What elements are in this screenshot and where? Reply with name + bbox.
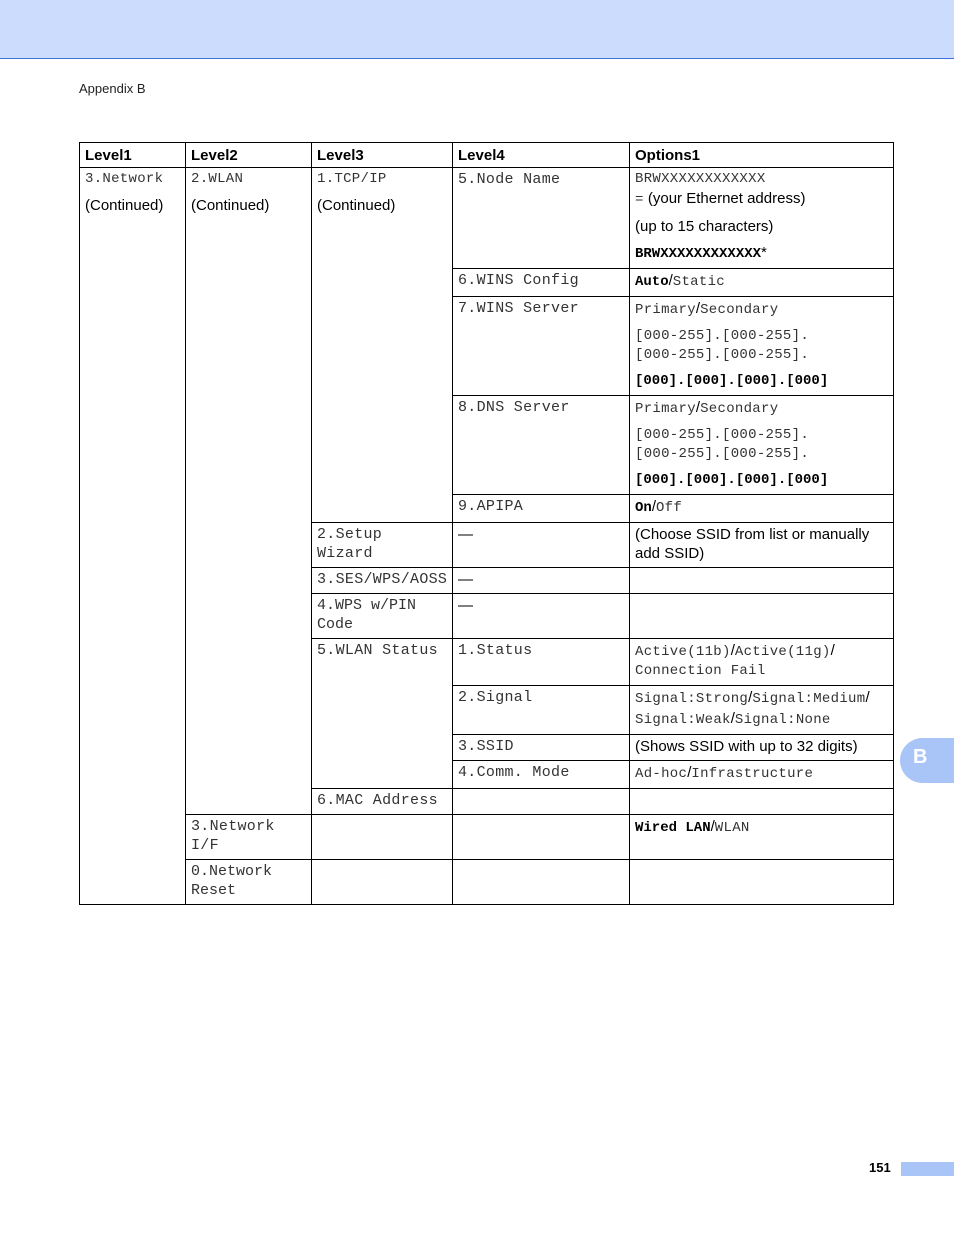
dns-primary: Primary xyxy=(635,401,696,417)
node-name-code: BRWXXXXXXXXXXXX xyxy=(635,171,766,187)
level2-cell xyxy=(186,168,312,815)
wins-secondary: Secondary xyxy=(700,302,779,318)
header-level1: Level1 xyxy=(80,143,186,168)
level4-wps-pin: — xyxy=(453,594,630,639)
level4-dns-server: 8.DNS Server xyxy=(453,396,630,495)
level3-setup-wizard: 2.Setup Wizard xyxy=(312,523,453,568)
header-options1: Options1 xyxy=(630,143,894,168)
options-mac-address xyxy=(630,789,894,815)
dns-default: [000].[000].[000].[000] xyxy=(635,472,829,488)
side-tab-label: B xyxy=(913,746,928,768)
page-number: 151 xyxy=(869,1160,891,1175)
header-level3: Level3 xyxy=(312,143,453,168)
signal-label-2: Signal: xyxy=(752,691,814,707)
level4-wins-config: 6.WINS Config xyxy=(453,269,630,297)
comm-adhoc: Ad-hoc xyxy=(635,766,688,782)
network-if-wired: Wired LAN xyxy=(635,820,711,836)
dns-range-1: [000-255].[000-255]. xyxy=(635,427,810,443)
options-node-name xyxy=(630,168,894,269)
options-wps-pin xyxy=(630,594,894,639)
options-status: Active(11b)/Active(11g)/ Connection Fail xyxy=(630,639,894,686)
level4-mac-address xyxy=(453,789,630,815)
wins-config-static: Static xyxy=(672,274,725,290)
level4-network-reset xyxy=(453,860,630,905)
signal-strong: Strong xyxy=(695,691,749,707)
level3-network-if xyxy=(312,815,453,860)
wins-range-1: [000-255].[000-255]. xyxy=(635,328,810,344)
level3-mac-address: 6.MAC Address xyxy=(312,789,453,815)
options-apipa: On/Off xyxy=(630,495,894,523)
table-row xyxy=(80,168,894,269)
level4-apipa: 9.APIPA xyxy=(453,495,630,523)
level4-network-if xyxy=(453,815,630,860)
status-active-11b: Active(11b) xyxy=(635,644,731,660)
wins-range-2: [000-255].[000-255]. xyxy=(635,347,810,363)
equals-sign: = xyxy=(635,192,644,208)
options-ssid: (Shows SSID with up to 32 digits) xyxy=(630,735,894,761)
level3-network-reset xyxy=(312,860,453,905)
wins-default: [000].[000].[000].[000] xyxy=(635,373,829,389)
node-name-default: BRWXXXXXXXXXXXX xyxy=(635,246,762,262)
options-wins-config: Auto/Static xyxy=(630,269,894,297)
header-level4: Level4 xyxy=(453,143,630,168)
level2-network-reset: 0.Network Reset xyxy=(186,860,312,905)
status-connection-fail: Connection Fail xyxy=(635,663,766,679)
options-comm-mode: Ad-hoc/Infrastructure xyxy=(630,761,894,789)
options-signal: Signal:Strong/Signal:Medium/ Signal:Weak/Signal:None xyxy=(630,686,894,735)
level4-wins-server: 7.WINS Server xyxy=(453,297,630,396)
options-wins-server: Primary/Secondary [000-255].[000-255]. [000-255].[000-255]. [000].[000].[000].[000] xyxy=(630,297,894,396)
level4-setup-wizard: — xyxy=(453,523,630,568)
options-network-reset xyxy=(630,860,894,905)
signal-medium: Medium xyxy=(813,691,866,707)
status-active-11g: Active(11g) xyxy=(734,644,831,660)
header-level2: Level2 xyxy=(186,143,312,168)
level3-tcp-cell xyxy=(312,168,453,523)
level4-ssid: 3.SSID xyxy=(453,735,630,761)
dns-secondary: Secondary xyxy=(700,401,779,417)
level2-network-if: 3.Network I/F xyxy=(186,815,312,860)
network-if-wlan: WLAN xyxy=(714,820,750,836)
signal-none: None xyxy=(795,712,831,728)
running-header: Appendix B xyxy=(79,81,146,96)
apipa-on: On xyxy=(635,500,652,516)
signal-label-3: Signal: xyxy=(635,712,696,728)
header-band xyxy=(0,0,954,59)
wins-config-auto: Auto xyxy=(635,274,669,290)
options-network-if: Wired LAN/WLAN xyxy=(630,815,894,860)
level2-code: 2.WLAN xyxy=(191,171,244,187)
page-number-bar xyxy=(901,1162,954,1176)
apipa-off: Off xyxy=(655,500,683,516)
wins-primary: Primary xyxy=(635,302,696,318)
level4-status: 1.Status xyxy=(453,639,630,686)
level4-comm-mode: 4.Comm. Mode xyxy=(453,761,630,789)
signal-label-4: Signal: xyxy=(734,712,796,728)
level4-node-name: 5.Node Name xyxy=(453,168,630,269)
table-row xyxy=(80,860,894,905)
level3-ses-wps: 3.SES/WPS/AOSS xyxy=(312,568,453,594)
options-dns-server: Primary/Secondary [000-255].[000-255]. [000-255].[000-255]. [000].[000].[000].[000] xyxy=(630,396,894,495)
options-ses-wps xyxy=(630,568,894,594)
default-star: * xyxy=(761,244,767,261)
level3-note: (Continued) xyxy=(317,197,396,214)
signal-weak: Weak xyxy=(695,712,731,728)
comm-infrastructure: Infrastructure xyxy=(691,766,814,782)
table-row xyxy=(80,815,894,860)
level1-code: 3.Network xyxy=(85,171,164,187)
signal-label-1: Signal: xyxy=(635,691,696,707)
level1-cell xyxy=(80,168,186,905)
node-name-limit: (up to 15 characters) xyxy=(635,218,774,235)
level4-ses-wps: — xyxy=(453,568,630,594)
level3-wps-pin: 4.WPS w/PIN Code xyxy=(312,594,453,639)
node-name-desc: (your Ethernet address) xyxy=(643,190,806,207)
options-setup-wizard: (Choose SSID from list or manually add SSID) xyxy=(630,523,894,568)
level1-note: (Continued) xyxy=(85,197,164,214)
level3-code: 1.TCP/IP xyxy=(317,171,387,187)
level3-wlan-status: 5.WLAN Status xyxy=(312,639,453,789)
dns-range-2: [000-255].[000-255]. xyxy=(635,446,810,462)
level4-signal: 2.Signal xyxy=(453,686,630,735)
level2-note: (Continued) xyxy=(191,197,270,214)
menu-table xyxy=(79,142,894,905)
header-row xyxy=(80,143,894,168)
